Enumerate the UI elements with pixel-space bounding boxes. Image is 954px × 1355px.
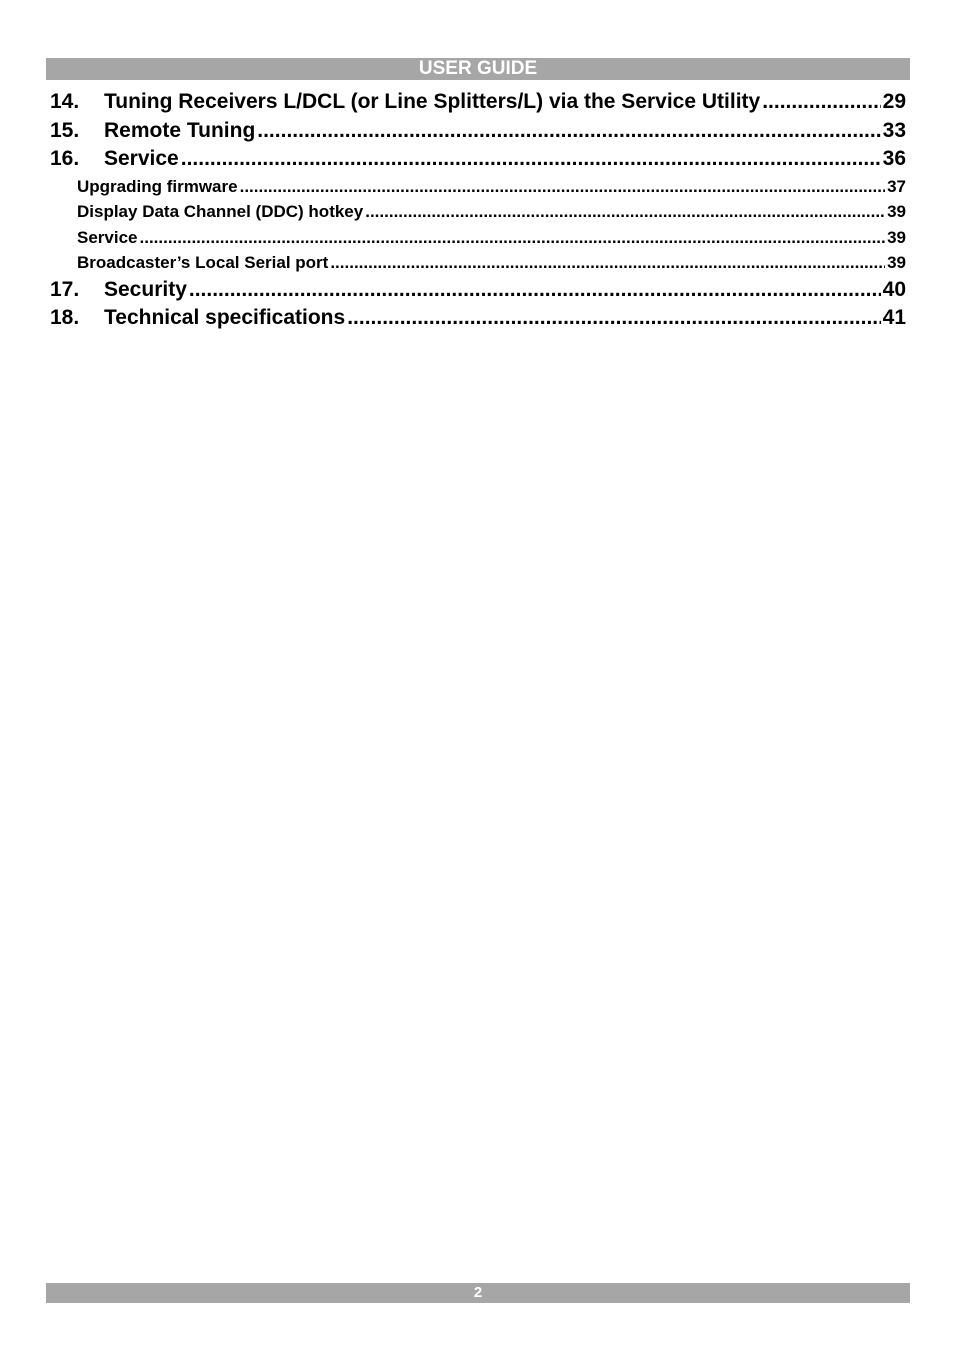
toc-entry-title: Service (77, 227, 138, 247)
toc-dot-leader (240, 174, 885, 200)
toc-dot-leader (365, 199, 885, 225)
toc-dot-leader (762, 88, 880, 117)
toc-dot-leader (330, 250, 885, 276)
toc-dot-leader (140, 225, 886, 251)
toc-dot-leader (347, 304, 880, 333)
toc-entry-number: 16. (50, 147, 80, 170)
toc-entry-page: 39 (887, 202, 906, 221)
toc-entry-16[interactable] (50, 145, 906, 174)
toc-entry-page: 40 (882, 277, 906, 301)
toc-entry-title: Upgrading firmware (77, 176, 238, 196)
toc-entry-title: Service (104, 147, 179, 170)
toc-dot-leader (181, 145, 881, 174)
table-of-contents (50, 88, 906, 333)
toc-entry-title: Display Data Channel (DDC) hotkey (77, 202, 364, 221)
header-bar (46, 58, 910, 80)
toc-entry-page: 37 (887, 176, 906, 196)
toc-subentry-upgrading-firmware[interactable] (50, 174, 906, 200)
toc-entry-18[interactable] (50, 304, 906, 333)
toc-entry-17[interactable] (50, 276, 906, 305)
toc-subentry-service[interactable] (50, 225, 906, 251)
toc-entry-number: 18. (50, 306, 80, 329)
toc-entry-number: 17. (50, 277, 80, 301)
toc-subentry-ddc-hotkey[interactable] (50, 199, 906, 225)
toc-entry-title: Tuning Receivers L/DCL (or Line Splitters/L) via the Service Utility (104, 90, 761, 113)
footer-bar (46, 1283, 910, 1303)
toc-entry-page: 29 (882, 90, 906, 113)
toc-entry-page: 33 (882, 118, 906, 142)
toc-entry-14[interactable] (50, 88, 906, 117)
toc-entry-number: 14. (50, 90, 80, 113)
toc-entry-15[interactable] (50, 117, 906, 146)
toc-entry-page: 39 (887, 227, 906, 247)
toc-entry-page: 39 (887, 253, 906, 272)
toc-entry-title: Security (104, 277, 187, 301)
header-title: USER GUIDE (418, 58, 538, 79)
toc-entry-title: Broadcaster’s Local Serial port (77, 253, 329, 272)
page-number: 2 (473, 1284, 483, 1301)
toc-dot-leader (189, 276, 881, 305)
toc-entry-number: 15. (50, 118, 80, 142)
toc-entry-page: 36 (882, 147, 906, 170)
toc-entry-title: Technical specifications (104, 306, 346, 329)
toc-entry-page: 41 (882, 306, 906, 329)
toc-entry-title: Remote Tuning (104, 118, 256, 142)
toc-dot-leader (257, 117, 880, 146)
toc-subentry-local-serial-port[interactable] (50, 250, 906, 276)
